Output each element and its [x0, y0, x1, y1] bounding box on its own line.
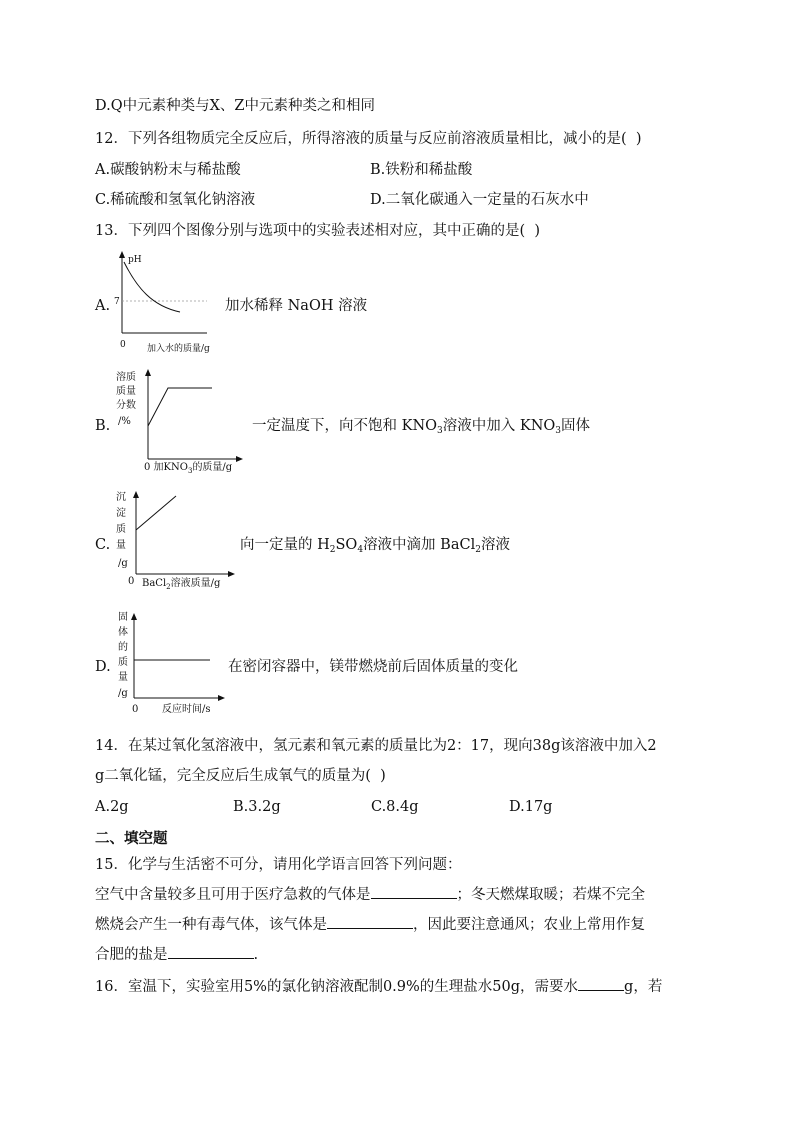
q12-stem: 12．下列各组物质完全反应后，所得溶液的质量与反应前溶液质量相比，减小的是( ) [95, 131, 642, 147]
graph-c [112, 486, 247, 598]
q12-option-a: A.碳酸钠粉末与稀盐酸 [95, 162, 241, 178]
graph-a-x-axis-label: 加入水的质量/g [147, 344, 210, 354]
graph-b-y-label-3: 分数 [116, 400, 136, 411]
graph-b-x-axis-label: 0 加$KNO_3$的质量/g [144, 462, 233, 475]
q15-line2: 燃烧会产生一种有毒气体，该气体是 ，因此要注意通风；农业上常用作复 [95, 914, 645, 935]
graph-c-y-label-3: 质 [116, 524, 126, 535]
graph-d-y-label-4: 质 [118, 657, 128, 668]
graph-d-y-label-2: 体 [118, 627, 128, 638]
graph-b-y-label-2: 质量 [116, 386, 136, 397]
graph-d-y-label-5: 量 [118, 672, 128, 683]
q14-option-d: D.17g [509, 799, 553, 815]
graph-d [112, 606, 232, 724]
graph-a-y-axis-label: pH [128, 255, 142, 265]
q13-option-a-label: A. [95, 298, 111, 314]
q14-stem-line1: 14．在某过氧化氢溶液中，氢元素和氧元素的质量比为2：17，现向38g该溶液中加入2 [95, 738, 657, 754]
q11-option-d: D.Q中元素种类与X、Z中元素种类之和相同 [95, 98, 376, 114]
q14-option-a: A.2g [95, 799, 129, 815]
graph-c-y-label-4: 量 [116, 540, 126, 551]
q14-option-c: C.8.4g [371, 799, 419, 815]
q13-option-c-label: C. [95, 537, 111, 553]
q12-option-b: B.铁粉和稀盐酸 [370, 162, 473, 178]
q14-option-b: B.3.2g [233, 799, 281, 815]
graph-a-ref-7: 7 [114, 297, 120, 307]
graph-c-y-label-1: 沉 [116, 492, 126, 503]
graph-d-y-label-3: 的 [118, 642, 128, 653]
graph-b [112, 364, 252, 476]
graph-c-x-axis-label: BaCl$_2$溶液质量/g [142, 578, 221, 591]
q15-line3: 合肥的盐是 . [95, 944, 258, 965]
graph-c-y-label-5: /g [118, 558, 128, 569]
graph-b-y-label-4: /% [118, 416, 131, 427]
graph-d-x-axis-label: 反应时间/s [162, 704, 211, 715]
q13-option-d-label: D. [95, 659, 111, 675]
graph-d-y-label-1: 固 [118, 612, 128, 623]
q13-option-b-desc: 一定温度下，向不饱和 $KNO_3$溶液中加入 $KNO_3$固体 [252, 418, 591, 436]
q15-blank-3[interactable] [168, 944, 254, 959]
q14-stem-line2: g二氧化锰，完全反应后生成氧气的质量为( ) [95, 768, 386, 784]
graph-d-origin: 0 [132, 704, 139, 715]
q15-blank-1[interactable] [371, 884, 457, 899]
q12-option-d: D.二氧化碳通入一定量的石灰水中 [370, 192, 589, 208]
q12-option-c: C.稀硫酸和氢氧化钠溶液 [95, 192, 256, 208]
graph-a [112, 248, 222, 358]
section-heading-fill-in: 二、填空题 [95, 830, 168, 847]
q13-option-b-label: B. [95, 418, 111, 434]
q13-option-a-desc: 加水稀释 NaOH 溶液 [225, 298, 368, 314]
q15-stem: 15．化学与生活密不可分，请用化学语言回答下列问题： [95, 857, 462, 873]
graph-d-y-label-6: /g [118, 688, 128, 699]
graph-b-y-label-1: 溶质 [116, 372, 136, 383]
q13-option-c-desc: 向一定量的 $H_2SO_4$溶液中滴加 BaCl$_2$溶液 [240, 537, 510, 555]
q13-stem: 13．下列四个图像分别与选项中的实验表述相对应，其中正确的是( ) [95, 223, 540, 239]
q16-blank-water[interactable] [578, 976, 624, 991]
graph-a-origin: 0 [120, 340, 126, 350]
q16-stem: 16．室温下，实验室用5%的氯化钠溶液配制0.9%的生理盐水50g，需要水 g，若 [95, 976, 662, 997]
graph-c-origin: 0 [128, 576, 135, 587]
graph-c-y-label-2: 淀 [116, 508, 126, 519]
q15-line1: 空气中含量较多且可用于医疗急救的气体是 ；冬天燃煤取暖；若煤不完全 [95, 884, 645, 905]
q13-option-d-desc: 在密闭容器中，镁带燃烧前后固体质量的变化 [228, 659, 518, 675]
q15-blank-2[interactable] [327, 914, 413, 929]
